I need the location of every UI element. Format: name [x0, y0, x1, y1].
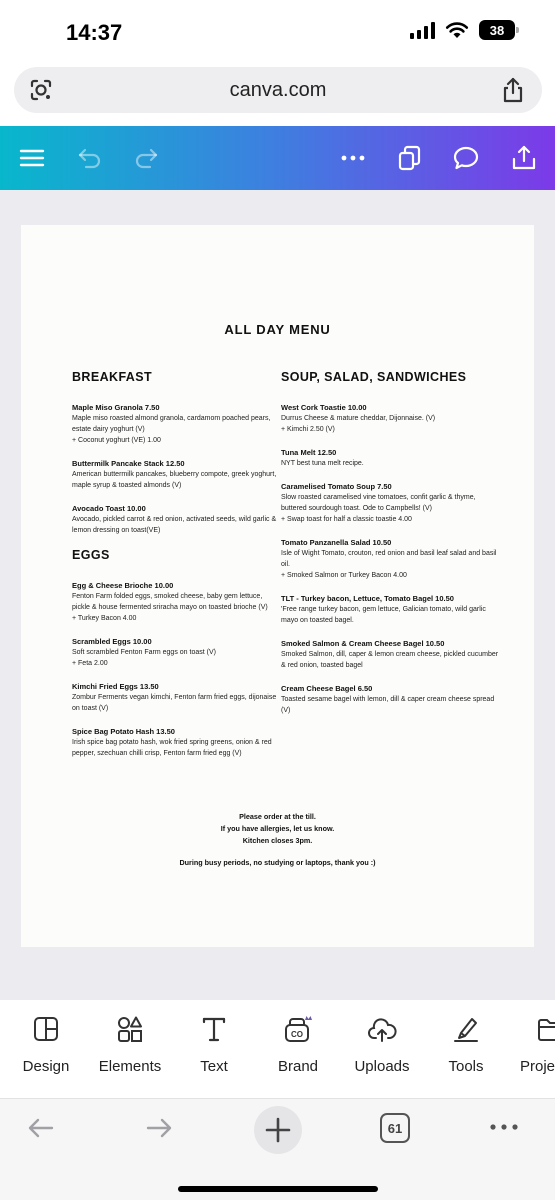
status-icons: [410, 20, 515, 40]
item-desc: Isle of Wight Tomato, crouton, red onion and basil leaf salad and basil oil. + Smoked Salmon or Turkey Bacon 4.00: [281, 550, 497, 579]
item-desc: Maple miso roasted almond granola, cardamom poached pears, estate dairy yoghurt (V) + Coconut yoghurt (VE) 1.00: [72, 415, 271, 444]
item-name: TLT - Turkey bacon, Lettuce, Tomato Bagel 10.50: [281, 594, 454, 603]
menu-item: [72, 580, 277, 624]
menu-item: [72, 726, 277, 759]
footer-line: Please order at the till.: [239, 812, 316, 821]
menu-title: ALL DAY MENU: [224, 322, 331, 337]
item-desc: Soft scrambled Fenton Farm eggs on toast (V) + Feta 2.00: [72, 649, 216, 667]
tool-label: Brand: [277, 1058, 319, 1075]
footer-line: During busy periods, no studying or laptops, thank you :): [179, 858, 376, 867]
item-name: Buttermilk Pancake Stack 12.50: [72, 459, 185, 468]
tool-projects[interactable]: [508, 1014, 555, 1075]
address-bar[interactable]: [14, 67, 542, 113]
item-name: Avocado Toast 10.00: [72, 504, 146, 513]
item-name: Kimchi Fried Eggs 13.50: [72, 682, 159, 691]
tool-label: Text: [200, 1058, 228, 1075]
menu-item: [72, 636, 277, 669]
menu-item: [72, 402, 277, 446]
tool-label: Uploads: [354, 1058, 410, 1075]
tool-elements[interactable]: [88, 1014, 172, 1075]
section-eggs-title: EGGS: [72, 548, 110, 562]
item-name: West Cork Toastie 10.00: [281, 403, 367, 412]
item-desc: Slow roasted caramelised vine tomatoes, confit garlic & thyme, buttered sourdough toast. Ode to Campbells! (V) + Swap toast for half a classic toastie 4.00: [281, 494, 476, 523]
text-icon: [199, 1014, 229, 1044]
design-icon: [31, 1014, 61, 1044]
browser-bottom-bar: [0, 1098, 555, 1200]
menu-page[interactable]: [21, 225, 534, 947]
plus-icon: [264, 1116, 292, 1144]
menu-left-column: [72, 370, 277, 771]
item-desc: 'Free range turkey bacon, gem lettuce, Galician tomato, wild garlic mayo on toasted bagel.: [281, 606, 486, 624]
section-soup-salad-title: SOUP, SALAD, SANDWICHES: [281, 370, 467, 384]
redo-icon[interactable]: [132, 144, 160, 172]
item-name: Smoked Salmon & Cream Cheese Bagel 10.50: [281, 639, 445, 648]
brand-icon: [283, 1014, 313, 1044]
item-desc: Fenton Farm folded eggs, smoked cheese, baby gem lettuce, pickle & house fermented sriracha mayo on toasted brioche (V) + Turkey Bacon 4.00: [72, 593, 268, 622]
cellular-signal-icon: [410, 21, 435, 39]
item-desc: Durrus Cheese & mature cheddar, Dijonnaise. (V) + Kimchi 2.50 (V): [281, 415, 436, 433]
tool-label: Tools: [448, 1058, 484, 1075]
tool-uploads[interactable]: [340, 1014, 424, 1075]
share-upload-icon[interactable]: [510, 144, 538, 172]
hamburger-menu-icon[interactable]: [18, 144, 46, 172]
wifi-icon: [445, 21, 469, 39]
tool-label: Elements: [98, 1058, 162, 1075]
footer-line: If you have allergies, let us know.: [220, 824, 335, 833]
undo-icon[interactable]: [76, 144, 104, 172]
item-desc: Toasted sesame bagel with lemon, dill & caper cream cheese spread (V): [281, 696, 495, 714]
tool-tools[interactable]: [424, 1014, 508, 1075]
item-name: Spice Bag Potato Hash 13.50: [72, 727, 175, 736]
home-indicator: [178, 1186, 378, 1192]
url-text[interactable]: canva.com: [229, 79, 327, 101]
editor-tools-bar: [0, 1000, 555, 1098]
uploads-icon: [367, 1014, 397, 1044]
menu-right-column: [281, 370, 501, 728]
projects-icon: [536, 1014, 555, 1044]
elements-icon: [115, 1014, 145, 1044]
canva-toolbar: [0, 126, 555, 190]
item-desc: Smoked Salmon, dill, caper & lemon cream cheese, pickled cucumber & red onion, toasted bagel: [281, 651, 499, 669]
forward-arrow-icon[interactable]: [142, 1111, 176, 1145]
menu-item: [281, 481, 501, 525]
pages-icon[interactable]: [396, 144, 424, 172]
menu-item: [281, 402, 501, 435]
more-options-icon[interactable]: [339, 144, 367, 172]
comment-icon[interactable]: [452, 144, 480, 172]
menu-item: [281, 447, 501, 469]
battery-indicator: 38: [479, 20, 515, 40]
menu-item: [281, 683, 501, 716]
tool-brand[interactable]: [256, 1014, 340, 1075]
menu-item: [281, 537, 501, 581]
status-time: 14:37: [66, 20, 123, 45]
share-icon[interactable]: [500, 76, 526, 104]
back-arrow-icon[interactable]: [24, 1111, 58, 1145]
menu-item: [281, 593, 501, 626]
item-name: Scrambled Eggs 10.00: [72, 637, 152, 646]
menu-item: [72, 458, 277, 491]
item-name: Maple Miso Granola 7.50: [72, 403, 160, 412]
item-desc: Zombur Ferments vegan kimchi, Fenton farm fried eggs, dijonaise on toast (V): [72, 694, 277, 712]
canvas-area[interactable]: [0, 190, 555, 1000]
item-name: Egg & Cheese Brioche 10.00: [72, 581, 174, 590]
item-desc: NYT best tuna melt recipe.: [281, 460, 364, 467]
tool-label: Design: [22, 1058, 70, 1075]
menu-item: [281, 638, 501, 671]
item-name: Tomato Panzanella Salad 10.50: [281, 538, 392, 547]
status-bar: [0, 0, 555, 64]
new-tab-button[interactable]: [254, 1106, 302, 1154]
menu-item: [72, 681, 277, 714]
tool-label: Proje: [520, 1058, 555, 1075]
item-desc: Irish spice bag potato hash, wok fried spring greens, onion & red pepper, szechuan chilli crisp, Fenton farm fried egg (V): [72, 739, 272, 757]
tool-text[interactable]: [172, 1014, 256, 1075]
tools-icon: [451, 1014, 481, 1044]
item-name: Cream Cheese Bagel 6.50: [281, 684, 373, 693]
svg-text:CO: CO: [291, 1030, 303, 1039]
footer-line: Kitchen closes 3pm.: [242, 836, 313, 845]
tool-design[interactable]: [4, 1014, 88, 1075]
menu-footer: [21, 811, 534, 869]
more-menu-icon[interactable]: [488, 1115, 520, 1139]
item-desc: Avocado, pickled carrot & red onion, activated seeds, wild garlic & lemon dressing on toast(VE): [72, 516, 277, 534]
menu-item: [72, 503, 277, 536]
section-breakfast-title: BREAKFAST: [72, 370, 152, 384]
item-name: Tuna Melt 12.50: [281, 448, 337, 457]
tab-switcher-button[interactable]: 61: [380, 1113, 410, 1143]
item-name: Caramelised Tomato Soup 7.50: [281, 482, 392, 491]
item-desc: American buttermilk pancakes, blueberry compote, greek yoghurt, maple syrup & toasted almonds (V): [72, 471, 277, 489]
